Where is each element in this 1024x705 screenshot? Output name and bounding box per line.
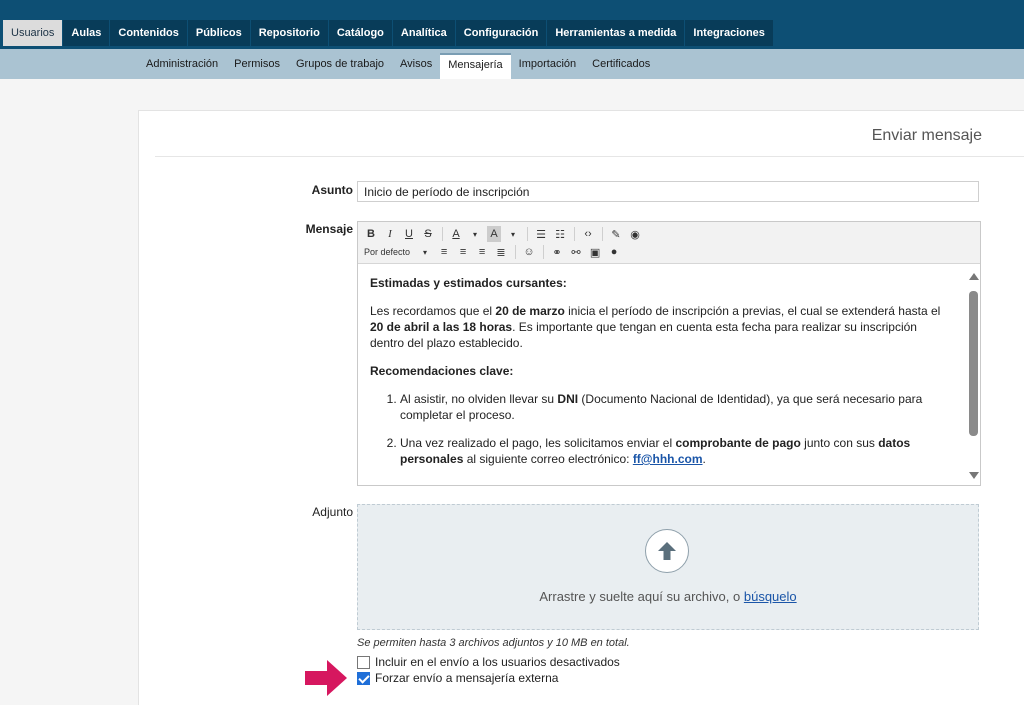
sub-nav-item-grupos[interactable]: Grupos de trabajo <box>295 58 385 70</box>
toolbar-separator <box>574 227 575 241</box>
include-inactive-label: Incluir en el envío a los usuarios desactivados <box>375 655 620 669</box>
sub-nav-items <box>138 53 658 79</box>
bullet-list-icon[interactable]: ☰ <box>536 228 546 241</box>
message-text: Al asistir, no olviden llevar su <box>400 392 558 406</box>
paste-icon[interactable]: ✎ <box>611 228 621 241</box>
message-bold-deadline: 20 de abril a las 18 horas <box>370 320 513 334</box>
video-icon[interactable]: ● <box>610 246 618 258</box>
align-right-icon[interactable]: ≡ <box>478 246 486 258</box>
message-text: junto con sus <box>800 436 879 450</box>
editor-scrollbar[interactable] <box>966 265 980 485</box>
dropzone-text <box>358 589 978 604</box>
underline-icon[interactable]: U <box>405 228 413 240</box>
sub-nav-item-administracion[interactable]: Administración <box>146 58 219 70</box>
scroll-up-icon[interactable] <box>969 273 979 280</box>
top-nav-item-herramientas[interactable]: Herramientas a medida <box>547 20 684 46</box>
top-nav-item-integraciones[interactable]: Integraciones <box>685 20 773 46</box>
upload-arrow-icon[interactable] <box>645 529 689 573</box>
sub-navigation <box>0 49 1024 79</box>
include-inactive-row[interactable] <box>357 655 620 669</box>
message-text: . <box>702 452 706 466</box>
force-external-checkbox[interactable] <box>357 672 370 685</box>
link-icon[interactable]: ⚭ <box>552 246 562 259</box>
emoji-icon[interactable]: ☺ <box>523 246 535 258</box>
scroll-thumb[interactable] <box>969 291 978 436</box>
chevron-down-icon[interactable]: ▾ <box>472 229 477 239</box>
toolbar-separator <box>543 245 544 259</box>
unlink-icon[interactable]: ⚯ <box>571 246 581 259</box>
message-bold-receipt: comprobante de pago <box>675 436 801 450</box>
italic-icon[interactable]: I <box>388 228 392 240</box>
list-item <box>400 435 954 467</box>
message-bold-personal-data: datos personales <box>400 436 911 466</box>
top-nav-item-usuarios[interactable]: Usuarios <box>3 20 62 46</box>
recommendations-list <box>370 391 954 467</box>
send-message-panel <box>138 110 1024 705</box>
scroll-down-icon[interactable] <box>969 472 979 479</box>
chevron-down-icon[interactable]: ▾ <box>423 247 428 257</box>
top-nav-items <box>3 20 774 46</box>
sub-nav-item-importacion[interactable]: Importación <box>518 58 577 70</box>
recommendations-heading: Recomendaciones clave: <box>370 364 514 378</box>
top-nav-item-analitica[interactable]: Analítica <box>393 20 455 46</box>
subject-label: Asunto <box>311 183 353 197</box>
strikethrough-icon[interactable]: S <box>424 228 432 240</box>
browse-link[interactable]: búsquelo <box>743 589 797 604</box>
toolbar-separator <box>442 227 443 241</box>
message-greeting: Estimadas y estimados cursantes: <box>370 276 567 290</box>
message-bold-dni: DNI <box>557 392 579 406</box>
top-nav-item-contenidos[interactable]: Contenidos <box>110 20 187 46</box>
title-divider <box>155 156 1024 157</box>
top-nav-item-aulas[interactable]: Aulas <box>63 20 109 46</box>
chevron-down-icon[interactable]: ▾ <box>510 229 515 239</box>
text-color-icon[interactable]: A <box>452 228 460 240</box>
message-text: (Documento Nacional de Identidad), ya que será necesario para completar el proceso. <box>400 392 923 422</box>
top-nav-item-repositorio[interactable]: Repositorio <box>251 20 328 46</box>
include-inactive-checkbox[interactable] <box>357 656 370 669</box>
attachment-label: Adjunto <box>312 505 353 519</box>
file-dropzone[interactable] <box>357 504 979 630</box>
bold-icon[interactable]: B <box>367 228 375 240</box>
top-nav-item-configuracion[interactable]: Configuración <box>456 20 547 46</box>
highlight-color-icon[interactable]: A <box>487 226 501 242</box>
subject-input[interactable] <box>357 181 979 202</box>
message-paragraph <box>370 303 954 351</box>
message-text: Una vez realizado el pago, les solicitamos enviar el <box>400 436 676 450</box>
pointer-arrow-icon <box>305 660 347 696</box>
force-external-label: Forzar envío a mensajería externa <box>375 671 559 685</box>
editor-toolbar <box>358 222 980 264</box>
message-text: inicia el período de inscripción a previas, el cual se extenderá hasta el <box>564 304 941 318</box>
rich-text-editor[interactable] <box>357 221 981 486</box>
top-navigation <box>0 0 1024 49</box>
sub-nav-item-avisos[interactable]: Avisos <box>400 58 433 70</box>
align-center-icon[interactable]: ≡ <box>459 246 467 258</box>
top-nav-item-publicos[interactable]: Públicos <box>188 20 250 46</box>
numbered-list-icon[interactable]: ☷ <box>555 228 565 241</box>
top-nav-item-catalogo[interactable]: Catálogo <box>329 20 392 46</box>
toolbar-separator <box>527 227 528 241</box>
message-label: Mensaje <box>305 222 353 236</box>
attachment-note: Se permiten hasta 3 archivos adjuntos y 10 MB en total. <box>357 637 630 649</box>
editor-content[interactable] <box>358 265 966 485</box>
force-external-row[interactable] <box>357 671 558 685</box>
source-code-icon[interactable]: ‹› <box>584 228 592 240</box>
dropzone-instruction: Arrastre y suelte aquí su archivo, o <box>539 589 741 604</box>
align-left-icon[interactable]: ≡ <box>440 246 448 258</box>
format-select[interactable]: Por defecto <box>364 247 411 257</box>
toolbar-separator <box>602 227 603 241</box>
email-link[interactable]: ff@hhh.com <box>632 452 703 466</box>
message-text: . Es importante que tengan en cuenta esta fecha para realizar su inscripción dentro del plazo establecido. <box>370 320 917 350</box>
page-title: Enviar mensaje <box>871 127 982 144</box>
sub-nav-item-permisos[interactable]: Permisos <box>234 58 280 70</box>
message-bold-date: 20 de marzo <box>495 304 565 318</box>
preview-eye-icon[interactable]: ◉ <box>630 228 640 241</box>
image-icon[interactable]: ▣ <box>589 246 601 259</box>
sub-nav-item-mensajeria[interactable]: Mensajería <box>440 53 510 79</box>
message-text: Les recordamos que el <box>370 304 496 318</box>
sub-nav-item-certificados[interactable]: Certificados <box>592 58 651 70</box>
list-item <box>400 391 954 423</box>
message-text: al siguiente correo electrónico: <box>463 452 633 466</box>
toolbar-separator <box>515 245 516 259</box>
align-justify-icon[interactable]: ≣ <box>496 246 506 259</box>
